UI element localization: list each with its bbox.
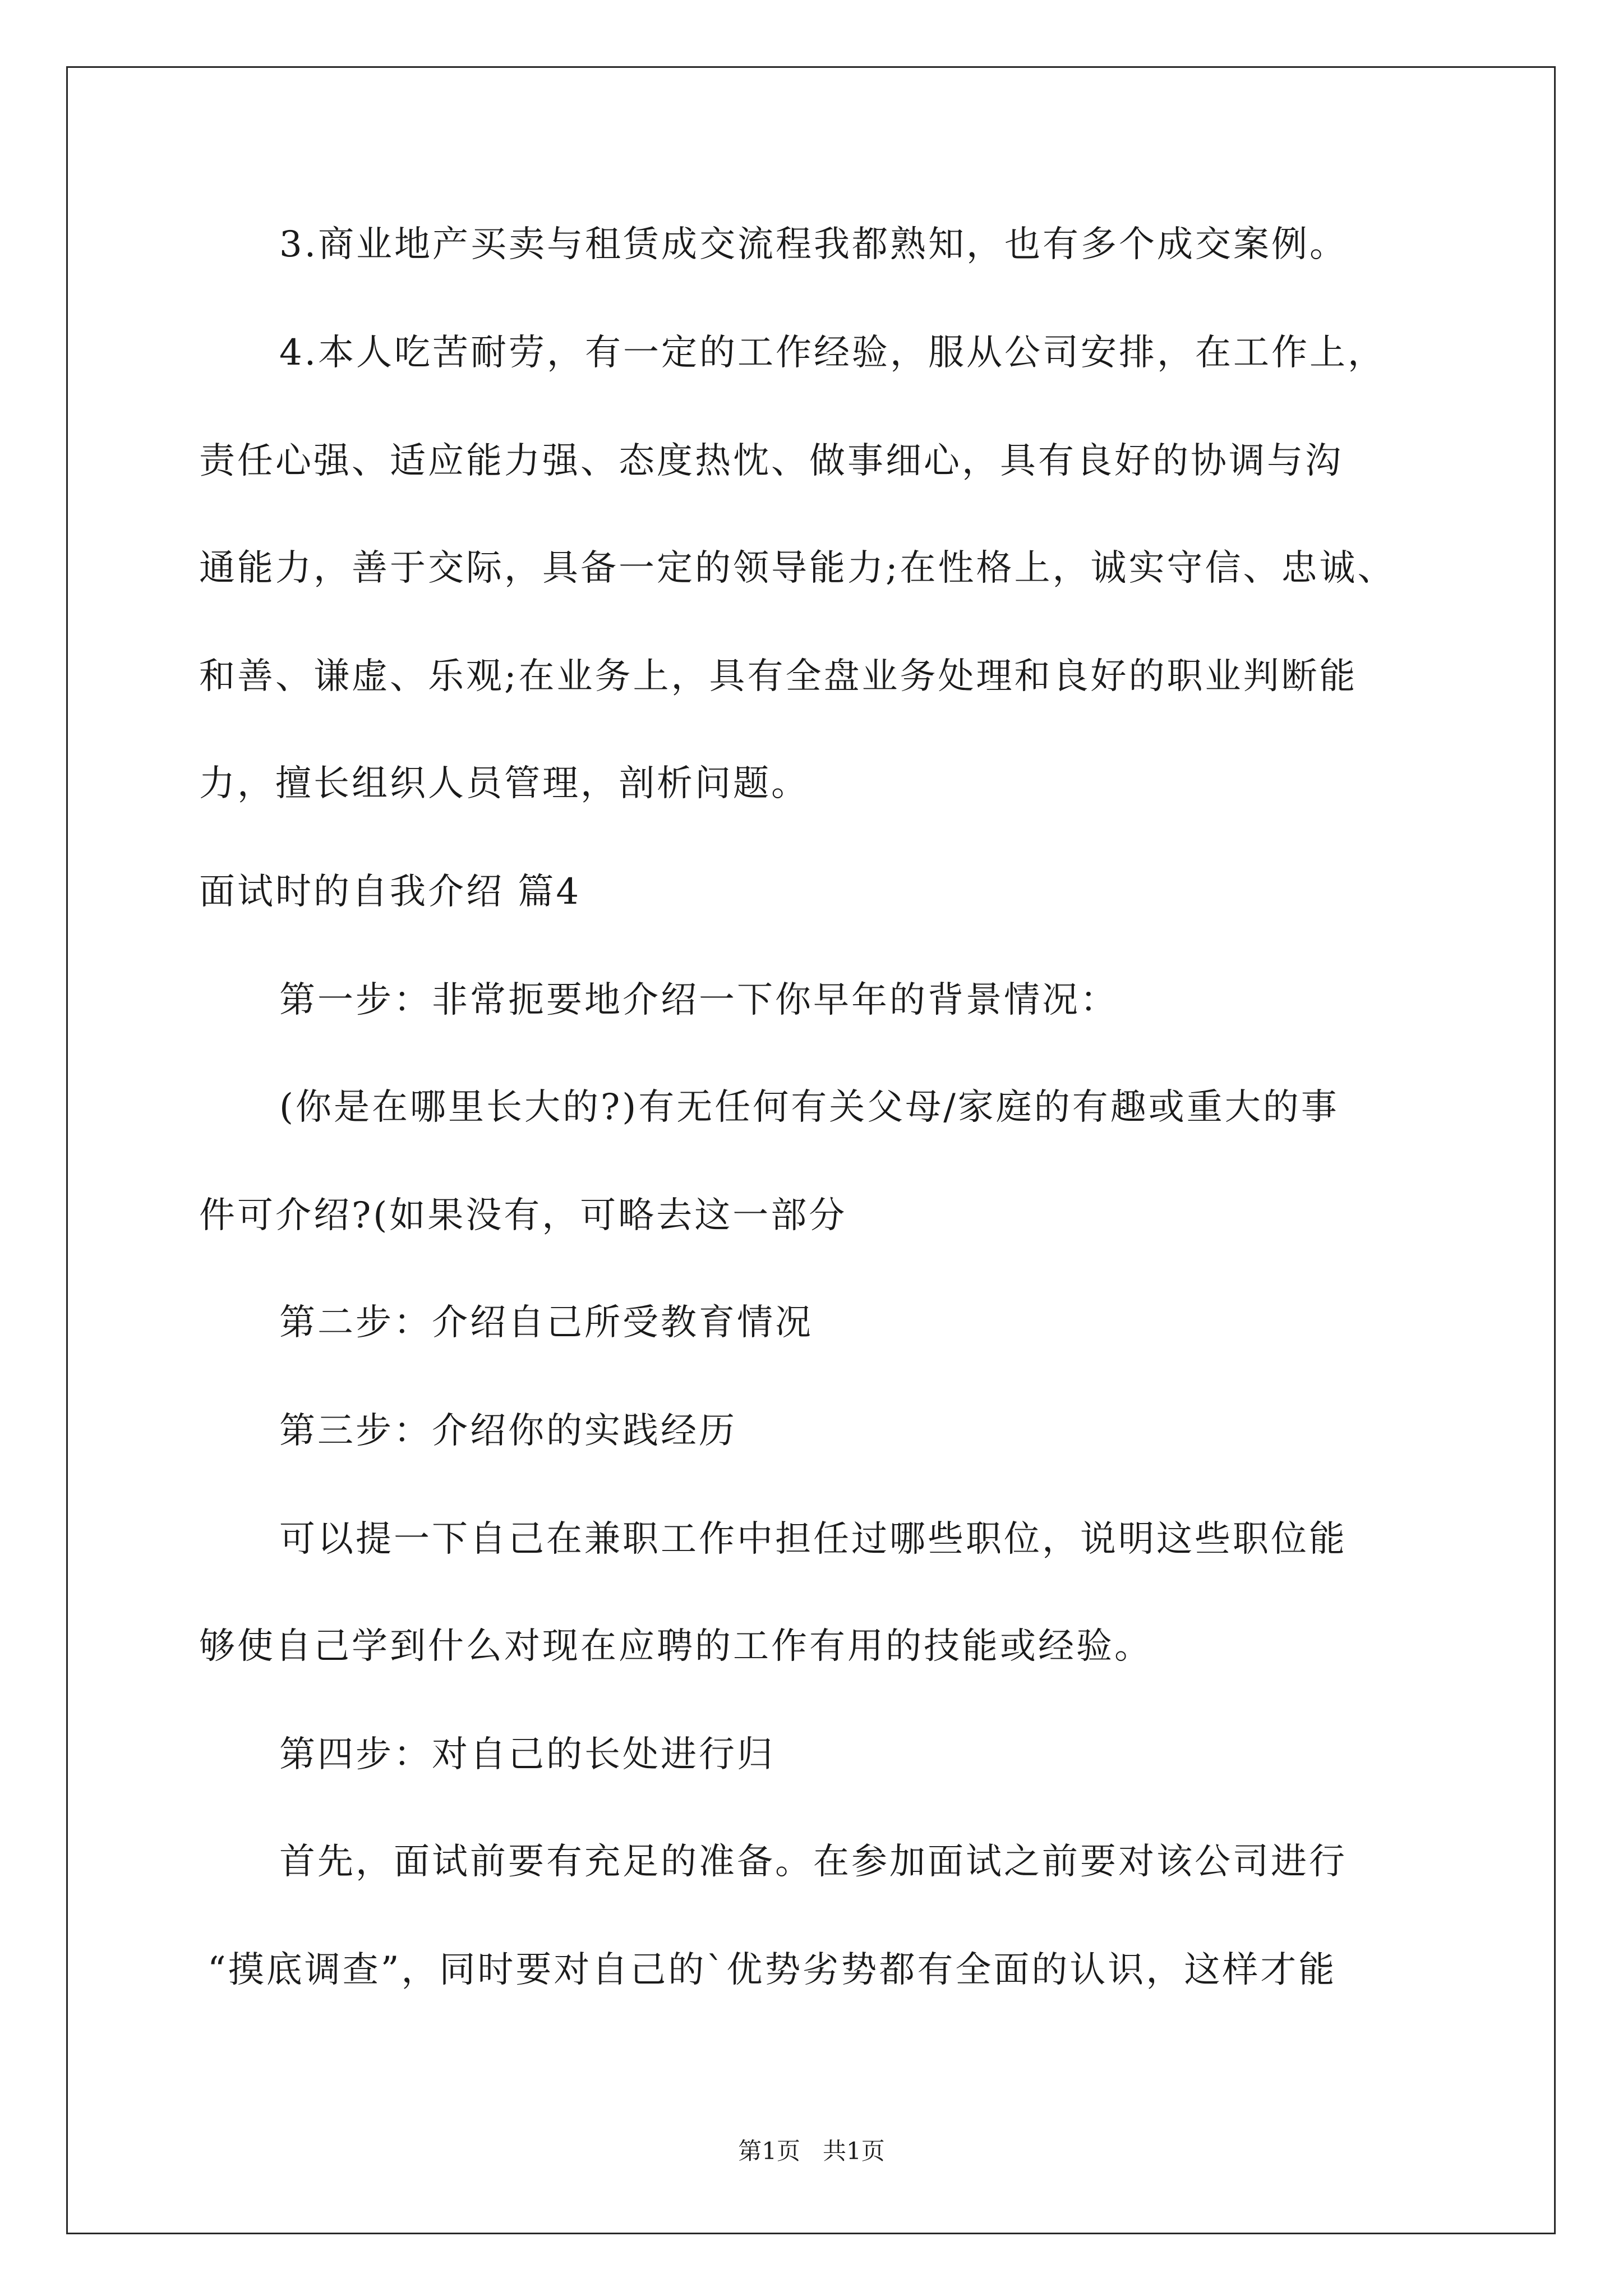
paragraph-line: 和善、谦虚、乐观;在业务上，具有全盘业务处理和良好的职业判断能 (199, 656, 1358, 697)
section-heading: 面试时的自我介绍 篇4 (199, 871, 582, 913)
page-number-footer: 第1页 共1页 (738, 2137, 885, 2165)
page-border (66, 66, 1556, 2234)
paragraph-line: 3.商业地产买卖与租赁成交流程我都熟知，也有多个成交案例。 (279, 224, 1348, 265)
paragraph-line: 通能力，善于交际，具备一定的领导能力;在性格上，诚实守信、忠诚、 (199, 547, 1396, 589)
paragraph-line: 件可介绍?(如果没有，可略去这一部分 (199, 1195, 847, 1236)
paragraph-line: “摸底调查”，同时要对自己的`优势劣势都有全面的认识，这样才能 (208, 1949, 1337, 1991)
paragraph-line: 第二步：介绍自己所受教育情况 (279, 1302, 813, 1343)
paragraph-line: 够使自己学到什么对现在应聘的工作有用的技能或经验。 (199, 1626, 1152, 1667)
paragraph-line: 力，擅长组织人员管理，剖析问题。 (199, 763, 809, 804)
paragraph-line: 第四步：对自己的长处进行归 (279, 1734, 775, 1775)
paragraph-line: 责任心强、适应能力强、态度热忱、做事细心，具有良好的协调与沟 (199, 440, 1343, 482)
paragraph-line: 第一步：非常扼要地介绍一下你早年的背景情况： (279, 979, 1118, 1021)
paragraph-line: 可以提一下自己在兼职工作中担任过哪些职位，说明这些职位能 (279, 1519, 1347, 1560)
paragraph-line: (你是在哪里长大的?)有无任何有关父母/家庭的有趣或重大的事 (279, 1087, 1339, 1128)
paragraph-line: 第三步：介绍你的实践经历 (279, 1410, 737, 1452)
paragraph-line: 首先，面试前要有充足的准备。在参加面试之前要对该公司进行 (279, 1841, 1347, 1883)
paragraph-line: 4.本人吃苦耐劳，有一定的工作经验，服从公司安排，在工作上， (279, 332, 1386, 374)
